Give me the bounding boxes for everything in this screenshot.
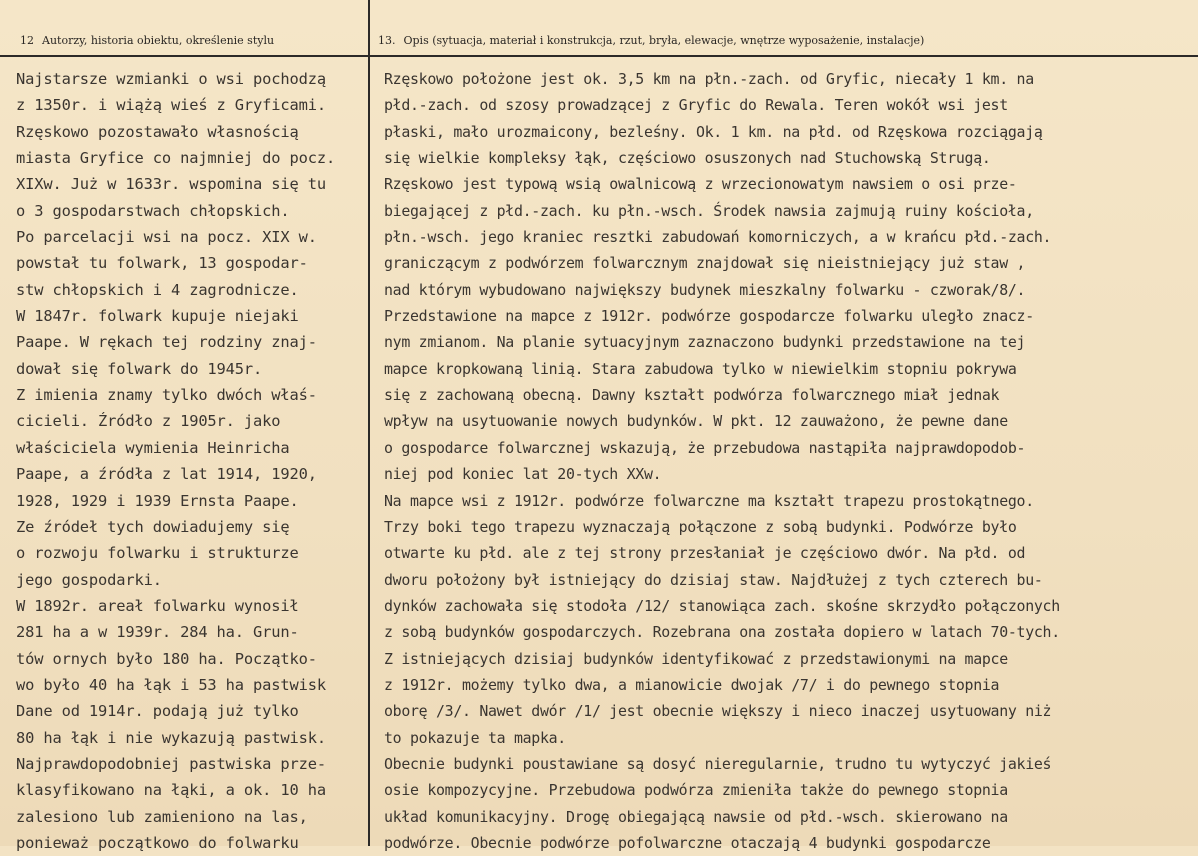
description-column [384,66,1190,856]
history-text-line: W 1892r. areał folwarku wynosił [16,596,299,615]
history-text-line: Paape, a źródła z lat 1914, 1920, [16,465,317,484]
right-column-header [378,34,924,47]
history-text-line: dował się folwark do 1945r. [16,359,263,378]
right-header-title: Opis (sytuacja, materiał i konstrukcja, rzut, bryła, elewacje, wnętrze wyposażenie, instalacje) [403,34,925,47]
description-text-line: wpływ na usytuowanie nowych budynków. W pkt. 12 zauważono, że pewne dane [384,412,1008,431]
column-divider [368,0,370,846]
left-header-number: 12 [20,34,34,47]
history-text-line: zalesiono lub zamieniono na las, [16,807,308,826]
description-text-line: układ komunikacyjny. Drogę obiegającą nawsie od płd.-wsch. skierowano na [384,807,1008,826]
form-header [0,0,1198,56]
description-text-line: płd.-zach. od szosy prowadzącej z Gryfic do Rewala. Teren wokół wsi jest [384,96,1008,115]
history-text-line: z 1350r. i wiążą wieś z Gryficami. [16,96,326,115]
history-text-line: klasyfikowano na łąki, a ok. 10 ha [16,781,326,800]
right-header-number: 13. [378,34,396,47]
history-text-line: Z imienia znamy tylko dwóch właś- [16,386,317,405]
description-text-line: osie kompozycyjne. Przebudowa podwórza zmieniła także do pewnego stopnia [384,781,1008,800]
description-text-line: Trzy boki tego trapezu wyznaczają połączone z sobą budynki. Podwórze było [384,517,1017,536]
left-column-header [20,34,274,47]
history-text-line: ponieważ początkowo do folwarku [16,833,299,852]
description-text-line: Z istniejących dzisiaj budynków identyfikować z przedstawionymi na mapce [384,649,1008,668]
history-text-line: właściciela wymienia Heinricha [16,438,290,457]
history-text-line: powstał tu folwark, 13 gospodar- [16,254,308,273]
description-text-line: Obecnie budynki poustawiane są dosyć nieregularnie, trudno tu wytyczyć jakieś [384,754,1052,773]
description-text-line: Rzęskowo położone jest ok. 3,5 km na płn.-zach. od Gryfic, niecały 1 km. na [384,70,1034,88]
history-text-line: XIXw. Już w 1633r. wspomina się tu [16,175,326,194]
description-text-line: biegającej z płd.-zach. ku płn.-wsch. Środek nawsia zajmują ruiny kościoła, [384,201,1034,220]
history-text-line: jego gospodarki. [16,570,162,589]
history-text-line: Paape. W rękach tej rodziny znaj- [16,333,317,352]
description-text-line: o gospodarce folwarcznej wskazują, że przebudowa nastąpiła najprawdopodob- [384,438,1026,457]
history-text-line: tów ornych było 180 ha. Początko- [16,649,317,668]
history-text-line: o rozwoju folwarku i strukturze [16,544,299,563]
description-text-line: dworu położony był istniejący do dzisiaj staw. Najdłużej z tych czterech bu- [384,570,1043,589]
description-text-line: mapce kropkowaną linią. Stara zabudowa tylko w niewielkim stopniu pokrywa [384,359,1017,378]
left-header-title: Autorzy, historia obiektu, określenie stylu [42,34,275,47]
description-text-line: podwórze. Obecnie podwórze pofolwarczne otaczają 4 budynki gospodarcze [384,833,991,852]
history-text-line: 1928, 1929 i 1939 Ernsta Paape. [16,491,299,510]
history-text-line: cicieli. Źródło z 1905r. jako [16,412,281,431]
history-text-line: 281 ha a w 1939r. 284 ha. Grun- [16,623,299,642]
history-text-line: o 3 gospodarstwach chłopskich. [16,201,290,220]
description-text-line: nym zmianom. Na planie sytuacyjnym zaznaczono budynki przedstawione na tej [384,333,1026,352]
history-text-line: 80 ha łąk i nie wykazują pastwisk. [16,728,326,747]
description-text-line: płaski, mało urozmaicony, bezleśny. Ok. 1 km. na płd. od Rzęskowa rozciągają [384,122,1043,141]
description-text-line: płn.-wsch. jego kraniec resztki zabudowań komorniczych, a w krańcu płd.-zach. [384,228,1052,247]
description-text-line: nad którym wybudowano największy budynek mieszkalny folwarku - czworak/8/. [384,280,1026,299]
history-text-line: Dane od 1914r. podają już tylko [16,702,299,721]
description-text-line: z sobą budynków gospodarczych. Rozebrana ona została dopiero w latach 70-tych. [384,623,1060,642]
description-text-line: otwarte ku płd. ale z tej strony przesłaniał je częściowo dwór. Na płd. od [384,544,1026,563]
description-text-line: oborę /3/. Nawet dwór /1/ jest obecnie większy i nieco inaczej usytuowany niż [384,702,1052,721]
history-text-line: Najprawdopodobniej pastwiska prze- [16,754,326,773]
history-text-line: Najstarsze wzmianki o wsi pochodzą [16,70,326,88]
description-text-line: dynków zachowała się stodoła /12/ stanowiąca zach. skośne skrzydło połączonych [384,596,1060,615]
history-text-line: Po parcelacji wsi na pocz. XIX w. [16,228,317,247]
description-text-line: Na mapce wsi z 1912r. podwórze folwarczne ma kształt trapezu prostokątnego. [384,491,1034,510]
description-text-line: Rzęskowo jest typową wsią owalnicową z wrzecionowatym nawsiem o osi prze- [384,175,1017,194]
description-text-line: niej pod koniec lat 20-tych XXw. [384,465,662,484]
header-divider [0,55,1198,57]
history-text-line: Rzęskowo pozostawało własnością [16,122,299,141]
description-text-line: z 1912r. możemy tylko dwa, a mianowicie dwojak /7/ i do pewnego stopnia [384,675,1000,694]
history-text-line: Ze źródeł tych dowiadujemy się [16,517,290,536]
description-text-line: to pokazuje ta mapka. [384,728,566,747]
description-text-line: się z zachowaną obecną. Dawny kształt podwórza folwarcznego miał jednak [384,386,1000,405]
history-text-line: stw chłopskich i 4 zagrodnicze. [16,280,299,299]
description-text-line: Przedstawione na mapce z 1912r. podwórze gospodarcze folwarku uległo znacz- [384,307,1034,326]
history-column [16,66,366,856]
history-text-line: miasta Gryfice co najmniej do pocz. [16,149,336,168]
history-text-line: W 1847r. folwark kupuje niejaki [16,307,299,326]
history-text-line: wo było 40 ha łąk i 53 ha pastwisk [16,675,326,694]
description-text-line: się wielkie kompleksy łąk, częściowo osuszonych nad Stuchowską Strugą. [384,149,991,168]
description-text-line: graniczącym z podwórzem folwarcznym znajdował się nieistniejący już staw , [384,254,1026,273]
